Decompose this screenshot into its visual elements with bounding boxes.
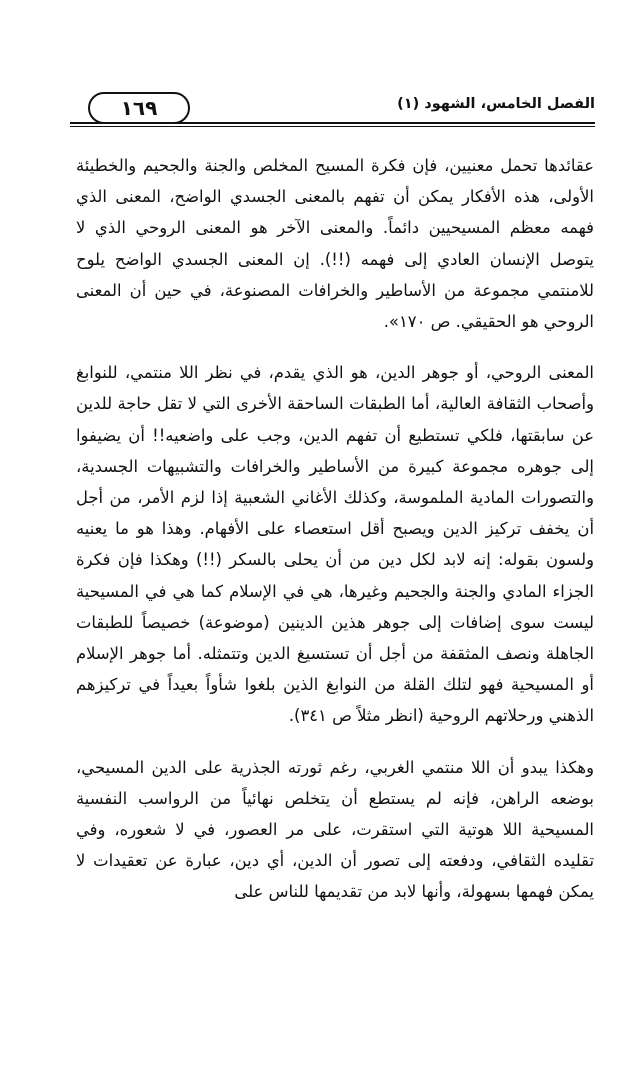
chapter-title: الفصل الخامس، الشهود (١) (397, 96, 595, 112)
paragraph-3: وهكذا يبدو أن اللا منتمي الغربي، رغم ثورته الجذرية على الدين المسيحي، بوضعه الراهن، فإنه لم يستطع أن يتخلص نهائياً من الرواسب النفسية المسيحية اللا هوتية التي استقرت، على مر العصور، في لا شعوره، وفي تقليده الثقافي، ودفعته إلى تصور أن الدين، أي دين، عبارة عن تعقيدات لا يمكن فهمها بسهولة، وأنها لابد من تقديمها للناس على (76, 757, 594, 902)
page-header (70, 92, 595, 122)
body-text (76, 150, 594, 908)
paragraph-1: عقائدها تحمل معنيين، فإن فكرة المسيح المخلص والجنة والجحيم والخطيئة الأولى، هذه الأفكار يمكن أن تفهم بالمعنى الجسدي الواضح، المعنى الذي فهمه معظم المسيحيين دائماً. والمعنى الآخر هو المعنى الروحي الذي لا يتوصل الإنسان العادي إلى فهمه (!!). إن المعنى الجسدي الواضح يلوح للامنتمي مجموعة من الأساطير والخرافات المصنوعة، في حين أن المعنى الروحي هو الحقيقي. ص ١٧٠». (76, 156, 594, 332)
header-rule-thin (70, 126, 595, 127)
page-number: ١٦٩ (88, 92, 190, 124)
paragraph-2: المعنى الروحي، أو جوهر الدين، هو الذي يقدم، في نظر اللا منتمي، للنوابغ وأصحاب الثقافة العالية، أما الطبقات الساحقة الأخرى التي لا تقل حاجة للدين عن سابقتها، فلكي تستطيع أن تفهم الدين، وجب على واضعيه!! أن يضيفوا إلى جوهره مجموعة كبيرة من الأساطير والخرافات والتشبيهات الجسدية، والتصورات المادية الملموسة، وكذلك الأغاني الشعبية إذا لزم الأمر، من أجل أن يخفف تركيز الدين ويصبح أقل استعصاء على الأفهام. وهذا هو ما يعنيه ولسون بقوله: إنه لابد لكل دين من أن يحلى بالسكر (!!) وهكذا فإن فكرة الجزاء المادي والجنة والجحيم وغيرها، هي في الإسلام كما هي في المسيحية ليست سوى إضافات إلى جوهر هذين الدينين (موضوعة) خصيصاً للطبقات الجاهلة ونصف المثقفة من أجل أن تستسيغ الدين وتتمثله. أما جوهر الإسلام أو المسيحية فهو لتلك القلة من النوابغ الذين بلغوا شأواً بعيداً في تركيزهم الذهني ورحلاتهم الروحية (انظر مثلاً ص ٣٤١). (76, 363, 594, 726)
